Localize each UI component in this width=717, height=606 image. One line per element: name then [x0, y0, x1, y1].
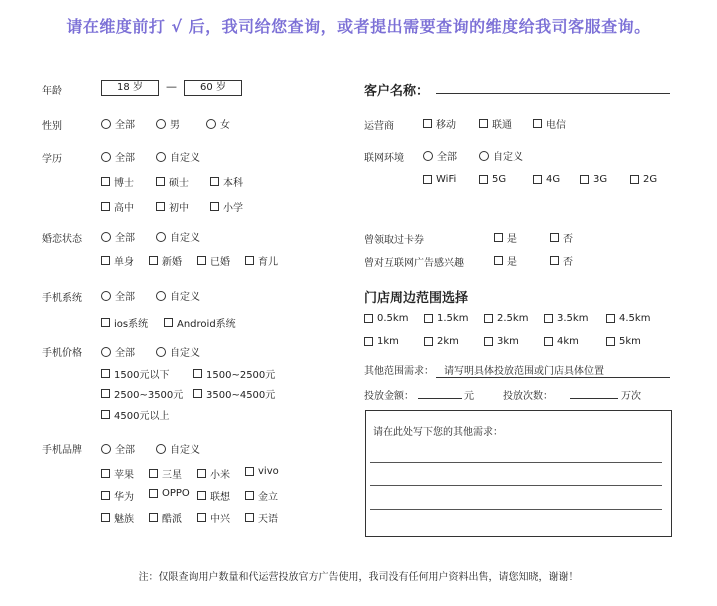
radio-icon [101, 444, 111, 454]
gender-option-male[interactable]: 男 [156, 116, 180, 131]
checkbox-icon [210, 177, 219, 186]
page-title: 请在维度前打 √ 后，我司给您查询，或者提出需要查询的维度给我司客服查询。 [66, 17, 651, 36]
network-check-3g[interactable]: 3G [580, 174, 607, 185]
gender-option-all[interactable]: 全部 [101, 116, 135, 131]
checkbox-icon [156, 177, 165, 186]
education-check-phd[interactable]: 博士 [101, 174, 134, 189]
footer-note: 注：仅限查询用户数量和代运营投放官方广告使用，我司没有任何用户资料出售，请您知晓，谢谢！ [138, 572, 579, 583]
radio-icon [479, 151, 489, 161]
coupon-check-no[interactable]: 否 [550, 230, 573, 245]
radio-icon [423, 151, 433, 161]
checkbox-icon [533, 119, 542, 128]
checkbox-icon [101, 256, 110, 265]
gender-option-female[interactable]: 女 [206, 116, 230, 131]
marital-check-parenting[interactable]: 育儿 [245, 253, 278, 268]
checkbox-icon [550, 233, 559, 242]
range-check-2-5km[interactable]: 2.5km [484, 313, 528, 324]
os-all-radio[interactable]: 全部 [101, 288, 135, 303]
checkbox-icon [193, 389, 202, 398]
coupon-label: 曾领取过卡券 [364, 235, 424, 246]
radio-icon [156, 347, 166, 357]
checkbox-icon [164, 318, 173, 327]
brand-check-gionee[interactable]: 金立 [245, 488, 278, 503]
checkbox-icon [149, 469, 158, 478]
education-check-primary[interactable]: 小学 [210, 199, 243, 214]
radio-icon [156, 291, 166, 301]
notes-line [370, 509, 662, 510]
radio-icon [156, 232, 166, 242]
count-input[interactable] [570, 398, 618, 399]
radio-icon [101, 119, 111, 129]
other-range-input[interactable]: 请写明具体投放范围或门店具体位置 [436, 362, 670, 378]
checkbox-icon [580, 175, 589, 184]
checkbox-icon [101, 177, 110, 186]
os-custom-radio[interactable]: 自定义 [156, 288, 200, 303]
checkbox-icon [149, 256, 158, 265]
brand-check-lenovo[interactable]: 联想 [197, 488, 230, 503]
checkbox-icon [245, 491, 254, 500]
checkbox-icon [423, 175, 432, 184]
price-check-2500-3500[interactable]: 2500~3500元 [101, 386, 183, 401]
checkbox-icon [245, 513, 254, 522]
carrier-check-mobile[interactable]: 移动 [423, 116, 456, 131]
checkbox-icon [245, 467, 254, 476]
checkbox-icon [156, 202, 165, 211]
checkbox-icon [606, 314, 615, 323]
education-label: 学历 [42, 154, 62, 165]
checkbox-icon [101, 318, 110, 327]
checkbox-icon [364, 337, 373, 346]
brand-label: 手机品牌 [42, 445, 82, 456]
ad-interest-check-no[interactable]: 否 [550, 253, 573, 268]
checkbox-icon [101, 513, 110, 522]
range-check-1-5km[interactable]: 1.5km [424, 313, 468, 324]
amount-input[interactable] [418, 398, 462, 399]
age-dash: — [166, 80, 177, 93]
price-custom-radio[interactable]: 自定义 [156, 344, 200, 359]
checkbox-icon [630, 175, 639, 184]
network-custom-radio[interactable]: 自定义 [479, 148, 523, 163]
notes-label: 请在此处写下您的其他需求： [373, 427, 503, 438]
checkbox-icon [423, 119, 432, 128]
radio-icon [101, 152, 111, 162]
checkbox-icon [101, 202, 110, 211]
checkbox-icon [149, 513, 158, 522]
price-all-radio[interactable]: 全部 [101, 344, 135, 359]
age-from-field[interactable]: 18 岁 [101, 80, 159, 96]
brand-custom-radio[interactable]: 自定义 [156, 441, 200, 456]
range-check-4-5km[interactable]: 4.5km [606, 313, 650, 324]
network-all-radio[interactable]: 全部 [423, 148, 457, 163]
education-check-highschool[interactable]: 高中 [101, 199, 134, 214]
range-check-2km[interactable]: 2km [424, 336, 459, 347]
checkbox-icon [484, 314, 493, 323]
checkbox-icon [101, 389, 110, 398]
amount-unit: 元 [464, 391, 474, 402]
os-label: 手机系统 [42, 293, 82, 304]
checkbox-icon [494, 256, 503, 265]
brand-check-apple[interactable]: 苹果 [101, 466, 134, 481]
education-check-master[interactable]: 硕士 [156, 174, 189, 189]
network-check-4g[interactable]: 4G [533, 174, 560, 185]
marital-custom-radio[interactable]: 自定义 [156, 229, 200, 244]
radio-icon [101, 347, 111, 357]
brand-check-vivo[interactable]: vivo [245, 466, 279, 477]
price-check-1500-2500[interactable]: 1500~2500元 [193, 366, 275, 381]
checkbox-icon [149, 489, 158, 498]
price-label: 手机价格 [42, 348, 82, 359]
checkbox-icon [210, 202, 219, 211]
checkbox-icon [544, 337, 553, 346]
checkbox-icon [544, 314, 553, 323]
os-check-android[interactable]: Android系统 [164, 315, 236, 330]
checkbox-icon [197, 256, 206, 265]
checkbox-icon [550, 256, 559, 265]
age-label: 年龄 [42, 86, 62, 97]
radio-icon [101, 291, 111, 301]
checkbox-icon [101, 469, 110, 478]
carrier-label: 运营商 [364, 121, 394, 132]
brand-all-radio[interactable]: 全部 [101, 441, 135, 456]
count-unit: 万次 [621, 391, 641, 402]
brand-check-coolpad[interactable]: 酷派 [149, 510, 182, 525]
brand-check-huawei[interactable]: 华为 [101, 488, 134, 503]
range-check-3km[interactable]: 3km [484, 336, 519, 347]
price-check-under1500[interactable]: 1500元以下 [101, 366, 169, 381]
notes-line [370, 485, 662, 486]
checkbox-icon [494, 233, 503, 242]
price-check-over4500[interactable]: 4500元以上 [101, 407, 169, 422]
marital-all-radio[interactable]: 全部 [101, 229, 135, 244]
range-check-0-5km[interactable]: 0.5km [364, 313, 408, 324]
carrier-check-unicom[interactable]: 联通 [479, 116, 512, 131]
marital-check-single[interactable]: 单身 [101, 253, 134, 268]
gender-label: 性别 [42, 121, 62, 132]
ad-interest-check-yes[interactable]: 是 [494, 253, 517, 268]
notes-line [370, 462, 662, 463]
network-check-2g[interactable]: 2G [630, 174, 657, 185]
radio-icon [156, 152, 166, 162]
education-custom-radio[interactable]: 自定义 [156, 149, 200, 164]
ad-interest-label: 曾对互联网广告感兴趣 [364, 258, 464, 269]
checkbox-icon [364, 314, 373, 323]
education-all-radio[interactable]: 全部 [101, 149, 135, 164]
checkbox-icon [101, 369, 110, 378]
checkbox-icon [424, 337, 433, 346]
network-check-5g[interactable]: 5G [479, 174, 506, 185]
brand-check-oppo[interactable]: OPPO [149, 488, 190, 499]
checkbox-icon [245, 256, 254, 265]
amount-label: 投放金额： [364, 391, 414, 402]
other-range-label: 其他范围需求： [364, 366, 434, 377]
checkbox-icon [606, 337, 615, 346]
range-check-3-5km[interactable]: 3.5km [544, 313, 588, 324]
marital-check-newlywed[interactable]: 新婚 [149, 253, 182, 268]
checkbox-icon [479, 175, 488, 184]
checkbox-icon [101, 491, 110, 500]
checkbox-icon [533, 175, 542, 184]
checkbox-icon [424, 314, 433, 323]
range-heading: 门店周边范围选择 [364, 291, 469, 306]
brand-check-tianyu[interactable]: 天语 [245, 510, 278, 525]
marital-label: 婚恋状态 [42, 234, 82, 245]
radio-icon [156, 119, 166, 129]
count-label: 投放次数： [503, 391, 553, 402]
customer-name-input[interactable] [436, 93, 670, 94]
network-label: 联网环境 [364, 153, 404, 164]
checkbox-icon [197, 469, 206, 478]
price-check-3500-4500[interactable]: 3500~4500元 [193, 386, 275, 401]
checkbox-icon [197, 491, 206, 500]
radio-icon [156, 444, 166, 454]
os-check-ios[interactable]: ios系统 [101, 315, 148, 330]
network-check-wifi[interactable]: WiFi [423, 174, 456, 185]
brand-check-samsung[interactable]: 三星 [149, 466, 182, 481]
radio-icon [206, 119, 216, 129]
marital-check-married[interactable]: 已婚 [197, 253, 230, 268]
brand-check-meizu[interactable]: 魅族 [101, 510, 134, 525]
radio-icon [101, 232, 111, 242]
carrier-check-telecom[interactable]: 电信 [533, 116, 566, 131]
range-check-4km[interactable]: 4km [544, 336, 579, 347]
checkbox-icon [101, 410, 110, 419]
customer-name-label: 客户名称： [364, 84, 430, 99]
age-to-field[interactable]: 60 岁 [184, 80, 242, 96]
checkbox-icon [197, 513, 206, 522]
education-check-bachelor[interactable]: 本科 [210, 174, 243, 189]
range-check-1km[interactable]: 1km [364, 336, 399, 347]
coupon-check-yes[interactable]: 是 [494, 230, 517, 245]
checkbox-icon [484, 337, 493, 346]
brand-check-xiaomi[interactable]: 小米 [197, 466, 230, 481]
education-check-middle[interactable]: 初中 [156, 199, 189, 214]
range-check-5km[interactable]: 5km [606, 336, 641, 347]
checkbox-icon [193, 369, 202, 378]
brand-check-zte[interactable]: 中兴 [197, 510, 230, 525]
checkbox-icon [479, 119, 488, 128]
